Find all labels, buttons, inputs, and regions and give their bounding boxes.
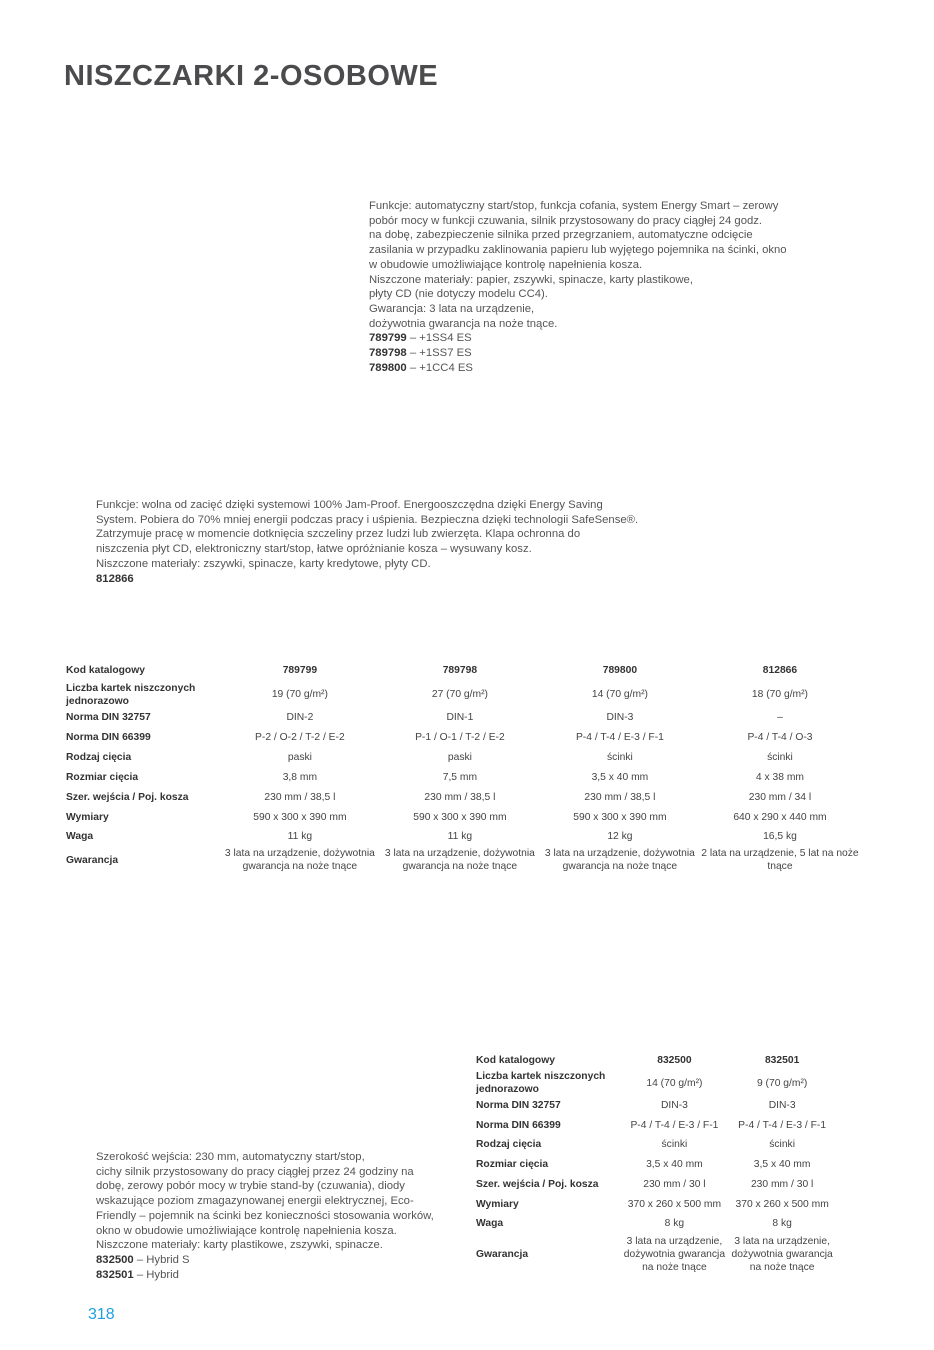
product-name: – Hybrid S — [133, 1253, 190, 1266]
cell: 832501 — [764, 1054, 800, 1066]
row-label: Liczba kartek niszczonych jednorazowo — [476, 1071, 606, 1095]
cell: 3 lata na urządzenie, dożywotnia gwarancja na noże tnące — [544, 848, 695, 872]
desc-line: wskazujące poziom zmagazynowanej energii elektrycznej, Eco- — [96, 1195, 414, 1208]
table-row — [476, 1214, 836, 1233]
table-row — [66, 807, 860, 827]
cell: 370 x 260 x 500 mm — [627, 1198, 722, 1210]
cell: 230 mm / 30 l — [750, 1178, 814, 1190]
product-name: – +1SS7 ES — [406, 347, 472, 360]
product-code: 789798 — [369, 347, 407, 360]
desc-line: Szerokość wejścia: 230 mm, automatyczny start/stop, — [96, 1151, 365, 1163]
row-label: Rodzaj cięcia — [66, 751, 132, 763]
table-row — [476, 1070, 836, 1096]
desc-line: okno w obudowie umożliwiające kontrolę napełnienia kosza. — [96, 1224, 397, 1237]
desc-line: Funkcje: wolna od zacięć dzięki systemowi 100% Jam-Proof. Energooszczędna dzięki Energy Saving — [96, 499, 603, 511]
product-code: 789799 — [369, 332, 407, 345]
cell: 590 x 300 x 390 mm — [413, 811, 507, 823]
row-label: Gwarancja — [476, 1248, 529, 1260]
cell: 3 lata na urządzenie, dożywotnia gwarancja na noże tnące — [731, 1235, 833, 1273]
cell: 3,5 x 40 mm — [591, 771, 649, 783]
cell: DIN-2 — [286, 712, 314, 723]
cell: 230 mm / 34 l — [748, 791, 812, 803]
spec-table-2 — [476, 1050, 836, 1275]
cell: 230 mm / 30 l — [643, 1178, 706, 1190]
cell: P-2 / O-2 / T-2 / E-2 — [255, 731, 345, 743]
cell: 230 mm / 38,5 l — [584, 791, 656, 803]
cell: 2 lata na urządzenie, 5 lat na noże tnące — [701, 848, 859, 872]
cell: 4 x 38 mm — [755, 771, 804, 783]
description-shredder-812866 — [96, 498, 638, 586]
cell: DIN-1 — [446, 712, 474, 723]
table-row — [476, 1194, 836, 1214]
desc-line: Funkcje: automatyczny start/stop, funkcja cofania, system Energy Smart – zerowy — [369, 200, 779, 212]
row-label: Kod katalogowy — [476, 1054, 555, 1066]
cell: 12 kg — [607, 831, 633, 842]
cell: 370 x 260 x 500 mm — [735, 1198, 829, 1210]
product-code: 832500 — [96, 1253, 134, 1266]
cell: P-4 / T-4 / O-3 — [747, 731, 813, 743]
cell: paski — [447, 751, 472, 763]
cell: DIN-3 — [768, 1100, 796, 1111]
table-row — [66, 846, 860, 874]
desc-line: cichy silnik przystosowany do pracy ciągłej przez 24 godziny na — [96, 1165, 414, 1178]
desc-line: Zatrzymuje pracę w momencie dotknięcia szczeliny przez ludzi lub zwierzęta. Klapa ochronna do — [96, 528, 581, 541]
table-row — [476, 1050, 836, 1070]
cell: P-4 / T-4 / E-3 / F-1 — [630, 1119, 719, 1131]
row-label: Wymiary — [66, 811, 109, 823]
product-item — [369, 361, 787, 376]
cell: 3 lata na urządzenie, dożywotnia gwarancja na noże tnące — [623, 1235, 726, 1273]
table-row — [66, 787, 860, 807]
cell: 14 (70 g/m²) — [591, 689, 648, 700]
cell: P-1 / O-1 / T-2 / E-2 — [415, 731, 505, 743]
cell: 8 kg — [772, 1218, 792, 1229]
product-name: – +1SS4 ES — [406, 332, 472, 345]
desc-line: płyty CD (nie dotyczy modelu CC4). — [369, 288, 548, 301]
cell: 14 (70 g/m²) — [646, 1077, 703, 1089]
cell: DIN-3 — [606, 712, 634, 723]
cell: 3 lata na urządzenie, dożywotnia gwarancja na noże tnące — [384, 848, 535, 872]
row-label: Norma DIN 32757 — [476, 1100, 561, 1111]
cell: 19 (70 g/m²) — [271, 689, 328, 700]
cell: 3,5 x 40 mm — [646, 1158, 703, 1170]
cell: 230 mm / 38,5 l — [264, 791, 336, 803]
table-row — [66, 747, 860, 767]
desc-line: Niszczone materiały: karty plastikowe, zszywki, spinacze. — [96, 1239, 383, 1252]
desc-line: Niszczone materiały: zszywki, spinacze, karty kredytowe, płyty CD. — [96, 557, 431, 570]
desc-line: System. Pobiera do 70% mniej energii podczas pracy i uśpienia. Bezpieczna dzięki technologii SafeSense®. — [96, 513, 639, 526]
product-code: 832501 — [96, 1268, 134, 1281]
product-name: – +1CC4 ES — [406, 361, 473, 374]
table-row — [66, 727, 860, 747]
product-item — [96, 1268, 434, 1283]
row-label: Norma DIN 66399 — [66, 731, 151, 743]
table-row — [476, 1115, 836, 1135]
cell: ścinki — [661, 1139, 688, 1150]
cell: 18 (70 g/m²) — [751, 689, 808, 700]
table-row — [476, 1135, 836, 1154]
spec-table-1 — [66, 660, 860, 874]
cell: ścinki — [607, 751, 633, 763]
cell: 812866 — [762, 665, 798, 676]
cell: ścinki — [769, 1139, 795, 1150]
table-row — [66, 660, 860, 681]
cell: 230 mm / 38,5 l — [424, 791, 496, 803]
cell: 8 kg — [664, 1218, 685, 1229]
table-row — [476, 1096, 836, 1115]
cell: – — [777, 712, 783, 723]
cell: 27 (70 g/m²) — [431, 689, 488, 700]
table-row — [66, 681, 860, 708]
cell: 832500 — [657, 1054, 692, 1066]
row-label: Rozmiar cięcia — [66, 771, 139, 783]
cell: 640 x 290 x 440 mm — [733, 811, 827, 823]
row-label: Gwarancja — [66, 854, 119, 866]
cell: 590 x 300 x 390 mm — [253, 811, 347, 823]
cell: P-4 / T-4 / E-3 / F-1 — [738, 1119, 827, 1131]
cell: 789800 — [602, 665, 638, 676]
row-label: Szer. wejścia / Poj. kosza — [66, 791, 189, 803]
product-item — [96, 1253, 434, 1268]
desc-line: na dobę, zabezpieczenie silnika przed przegrzaniem, automatyczne odcięcie — [369, 229, 753, 242]
cell: 16,5 kg — [763, 831, 797, 842]
cell: P-4 / T-4 / E-3 / F-1 — [575, 731, 664, 743]
desc-line: Niszczone materiały: papier, zszywki, spinacze, karty plastikowe, — [369, 273, 693, 286]
row-label: Waga — [66, 831, 94, 842]
row-label: Rozmiar cięcia — [476, 1158, 549, 1170]
desc-line: pobór mocy w funkcji czuwania, silnik przystosowany do pracy ciągłej 24 godz. — [369, 214, 763, 227]
row-label: Norma DIN 32757 — [66, 712, 151, 723]
cell: 7,5 mm — [442, 771, 478, 783]
row-label: Waga — [476, 1218, 504, 1229]
cell: 11 kg — [287, 831, 313, 842]
cell: ścinki — [767, 751, 793, 763]
row-label: Wymiary — [476, 1198, 519, 1210]
cell: 11 kg — [447, 831, 473, 842]
cell: 789799 — [282, 665, 318, 676]
desc-line: Gwarancja: 3 lata na urządzenie, — [369, 302, 535, 315]
product-name: – Hybrid — [133, 1268, 179, 1281]
product-item — [369, 346, 787, 361]
cell: 3 lata na urządzenie, dożywotnia gwarancja na noże tnące — [224, 848, 375, 872]
desc-line: w obudowie umożliwiające kontrolę napełnienia kosza. — [369, 258, 643, 271]
table-row — [476, 1233, 836, 1275]
table-row — [66, 767, 860, 787]
row-label: Norma DIN 66399 — [476, 1119, 561, 1131]
desc-line: dobę, zerowy pobór mocy w trybie stand-by (czuwania), diody — [96, 1180, 405, 1193]
product-item — [369, 331, 787, 346]
cell: paski — [287, 751, 312, 763]
row-label: Szer. wejścia / Poj. kosza — [476, 1178, 599, 1190]
desc-line: Friendly – pojemnik na ścinki bez konieczności stosowania worków, — [96, 1209, 434, 1222]
page-title: NISZCZARKI 2-OSOBOWE — [64, 60, 439, 92]
cell: 9 (70 g/m²) — [756, 1077, 808, 1089]
product-code: 812866 — [96, 572, 134, 585]
table-row — [66, 708, 860, 727]
desc-line: zasilania w przypadku zaklinowania papieru lub wyjętego pojemnika na ścinki, okno — [369, 244, 787, 257]
product-code: 789800 — [369, 361, 407, 374]
cell: 789798 — [442, 665, 478, 676]
product-item — [96, 572, 638, 587]
cell: 3,5 x 40 mm — [753, 1158, 811, 1170]
desc-line: niszczenia płyt CD, elektroniczny start/stop, łatwe opróżnianie kosza – wysuwany kosz. — [96, 543, 532, 556]
table-row — [476, 1174, 836, 1194]
cell: 3,8 mm — [282, 771, 318, 783]
row-label: Rodzaj cięcia — [476, 1139, 542, 1150]
cell: 590 x 300 x 390 mm — [573, 811, 667, 823]
cell: DIN-3 — [660, 1100, 688, 1111]
row-label: Liczba kartek niszczonych jednorazowo — [66, 682, 196, 707]
table-row — [66, 827, 860, 846]
page-number: 318 — [88, 1306, 115, 1323]
description-shredders-hybrid — [96, 1150, 434, 1282]
desc-line: dożywotnia gwarancja na noże tnące. — [369, 317, 558, 330]
description-shredders-es — [369, 199, 787, 375]
row-label: Kod katalogowy — [66, 665, 145, 676]
table-row — [476, 1154, 836, 1174]
